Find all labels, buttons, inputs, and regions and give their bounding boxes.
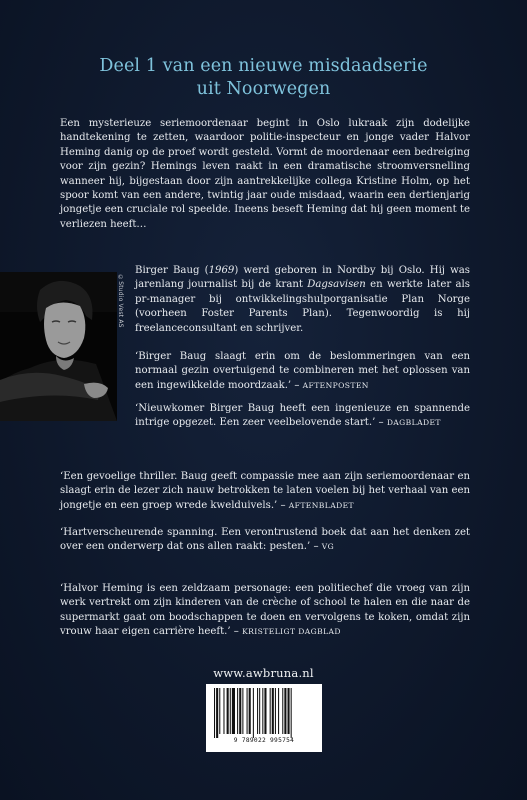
- barcode-bar: [237, 688, 238, 734]
- review-quote: [60, 470, 470, 513]
- bio-part-2: ) werd geboren in Nordby bij Oslo. Hij was jarenlang journalist bij de krant: [135, 265, 471, 291]
- barcode-bar: [284, 688, 286, 734]
- barcode-bar: [272, 688, 274, 734]
- barcode-bar: [219, 688, 220, 734]
- review-quote: [135, 350, 470, 393]
- barcode-bar: [275, 688, 276, 734]
- barcode-bar: [232, 688, 235, 734]
- headline-line-2: uit Noorwegen: [196, 79, 331, 99]
- quote-text: ‘Halvor Heming is een zeldzaam personage: een politiechef die vroeg van zijn werk vertrekt om zijn kinderen van de crèche of school te halen en die naar de supermarkt gaat om boodschappen te doen en vervolgens te koken, omdat zijn vrouw haar eigen carrière heeft.’ –: [60, 583, 470, 638]
- bio-year: 1969: [208, 265, 235, 276]
- review-quote: [135, 402, 470, 431]
- quote-text: ‘Nieuwkomer Birger Baug heeft een ingenieuze en spannende intrige opgezet. Een zeer veelbelovende start.’ –: [135, 403, 470, 429]
- barcode-bar: [278, 688, 279, 734]
- publisher-website[interactable]: www.awbruna.nl: [213, 666, 314, 680]
- isbn-barcode: [206, 684, 322, 752]
- quote-source: AFTENPOSTEN: [302, 380, 369, 390]
- barcode-bar: [227, 688, 229, 734]
- bio-part-3: en werkte later als pr-manager bij ontwikkelingshulporganisatie Plan Norge (voorheen Foster Parents Plan). Tegenwoordig is hij freelanceconsultant en schrijver.: [135, 279, 470, 334]
- barcode-bar: [249, 688, 251, 734]
- quote-source: AFTENBLADET: [288, 500, 354, 510]
- barcode-bar: [291, 688, 292, 738]
- review-quote: [60, 526, 470, 555]
- barcode-bar: [282, 688, 283, 734]
- barcode-bars: [206, 684, 322, 738]
- quote-text: ‘Birger Baug slaagt erin om de beslommeringen van een normaal gezin overtuigend te combineren met het oplossen van een ingewikkelde moordzaak.’ –: [135, 351, 470, 391]
- barcode-bar: [257, 688, 258, 734]
- barcode-bar: [216, 688, 218, 738]
- barcode-bar: [264, 688, 266, 734]
- barcode-bar: [259, 688, 260, 734]
- barcode-bar: [247, 688, 248, 734]
- barcode-bar: [262, 688, 263, 734]
- blurb-paragraph: Een mysterieuze seriemoordenaar begint in Oslo lukraak zijn dodelijke handtekening te zetten, waardoor politie-inspecteur en jonge vader Halvor Heming danig op de proef wordt gesteld. Vormt de moordenaar een bedreiging voor zijn gezin? Hemings leven raakt in een dramatische stroomversnelling wanneer hij, bijgestaan door zijn aantrekkelijke collega Kristine Holm, op het spoor komt van een andere, twintig jaar oude misdaad, waarin een dertienjarig jongetje een cruciale rol speelde. Ineens beseft Heming dat hij geen moment te verliezen heeft…: [60, 118, 470, 230]
- author-bio: [135, 264, 470, 336]
- quote-source: VG: [321, 542, 335, 552]
- isbn-digits: 9 789022 995754: [233, 737, 295, 744]
- review-quote: [60, 582, 470, 640]
- photo-credit: ©Studio Vest AS: [117, 274, 124, 328]
- headline-line-1: Deel 1 van een nieuwe misdaadserie: [99, 56, 428, 76]
- barcode-bar: [288, 688, 290, 734]
- quote-text: ‘Een gevoelige thriller. Baug geeft compassie mee aan zijn seriemoordenaar en slaagt erin de lezer zich nauw betrokken te laten voelen bij het verhaal van een jongetje en een groep wrede kwelduivels.’ –: [60, 471, 470, 511]
- barcode-bar: [223, 688, 224, 734]
- barcode-bar: [239, 688, 241, 734]
- headline: [0, 55, 527, 101]
- bio-newspaper: Dagsavisen: [307, 279, 366, 291]
- author-photo: [0, 272, 117, 421]
- barcode-bar: [214, 688, 215, 738]
- quote-source: DAGBLADET: [386, 418, 441, 428]
- bio-part-1: Birger Baug (: [135, 265, 209, 276]
- quote-text: ‘Hartverscheurende spanning. Een verontrustend boek dat aan het denken zet over een onderwerp dat ons allen raakt: pesten.’ –: [60, 527, 470, 553]
- barcode-bar: [230, 688, 231, 734]
- barcode-bar: [242, 688, 243, 734]
- barcode-bar: [270, 688, 271, 734]
- barcode-bar: [253, 688, 254, 738]
- quote-source: KRISTELIGT DAGBLAD: [242, 627, 341, 637]
